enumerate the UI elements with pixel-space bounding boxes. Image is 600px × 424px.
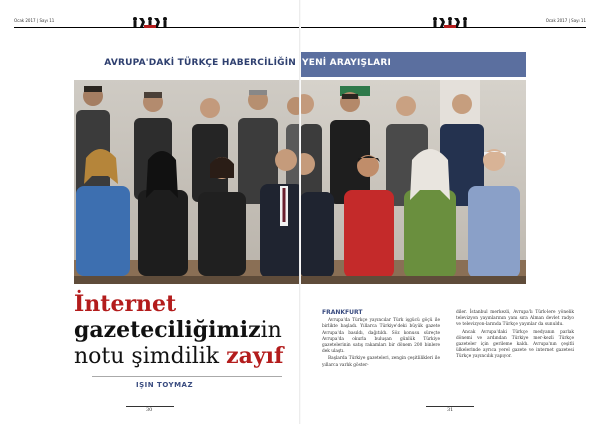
byline-rule bbox=[92, 376, 282, 377]
headline-line-3-red: zayıf bbox=[226, 343, 284, 369]
page-fold bbox=[299, 0, 301, 424]
group-photo-left-half bbox=[74, 80, 300, 284]
right-running-head: Ocak 2017 | Sayı 11 bbox=[545, 18, 586, 23]
left-running-head: Ocak 2017 | Sayı 11 bbox=[14, 18, 55, 23]
magazine-logo-icon bbox=[430, 14, 470, 28]
section-title-left: AVRUPA'DAKİ TÜRKÇE HABERCİLİĞİN bbox=[104, 58, 296, 68]
right-page-number: 31 bbox=[447, 407, 454, 413]
article-paragraph: Başlarda Türkiye gazeteleri, zengin çeşitlilikleri ile yıllarca varlık göster- bbox=[322, 356, 440, 368]
group-photo-right-half bbox=[300, 80, 526, 284]
section-title-right: YENİ ARAYIŞLARI bbox=[302, 58, 392, 68]
article-paragraph: Ancak Avrupa'daki Türkçe medyanın parlak dönemi ve ardından Türkiye mer-kezli Türkçe gazeteler için gerileme kaldı. Avrupa'nın çeşitli ülkelerinde ayrıca yerel gazete ve internet gazetesi Türkçe yayıncılık yapıyor. bbox=[456, 329, 574, 360]
left-page-number: 30 bbox=[146, 407, 153, 413]
article-column-1 bbox=[322, 310, 440, 370]
article-headline bbox=[74, 292, 300, 370]
byline: IŞIN TOYMAZ bbox=[136, 381, 194, 389]
right-page bbox=[300, 0, 600, 424]
article-paragraph: Avrupa'da Türkçe yayıncılar Türk işgücü göçü ile birlikte başladı. Yıllarca Türkiye'deki büyük gazete Avrupa'da basıldı, dağıtıldı. Söz konusu süreçte Avrupa'da okurla buluşan günlük Türkiye gazetelerinin satış rakamları bir dönem 200 binlere dek ulaştı. bbox=[322, 318, 440, 355]
headline-line-2-suffix: in bbox=[260, 318, 282, 343]
dateline: FRANKFURT bbox=[322, 309, 363, 316]
magazine-logo-icon bbox=[130, 14, 170, 28]
article-column-2 bbox=[456, 310, 574, 362]
article-paragraph: diler. İstanbul merkezli, Avrupa'lı Türk-lere yönelik televizyon yayınlarının yanı sıra Alman devlet radyo ve televizyon-larında Türkçe yayınlar da sunuldu. bbox=[456, 310, 574, 328]
headline-line-3: notu şimdilik bbox=[74, 344, 227, 369]
headline-line-1: İnternet bbox=[74, 291, 177, 317]
headline-line-2: gazeteciliğimiz bbox=[74, 317, 261, 343]
